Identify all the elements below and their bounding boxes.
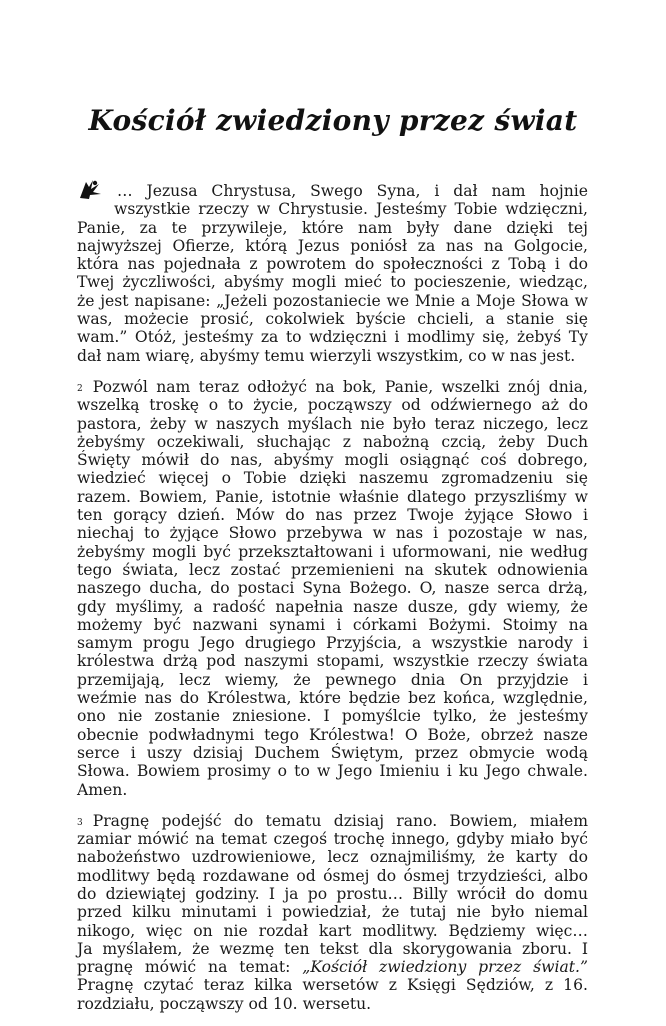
p2-line: naszego ducha, do postaci Syna Bożego. O, nasze serca drżą, [77, 579, 588, 598]
p1-line: najwyższej Ofierze, którą Jezus poniósł za nas na Golgocie, [77, 236, 588, 255]
p2-line: weźmie nas do Królestwa, które będzie bez końca, względnie, [77, 689, 588, 708]
p2-line: samym progu Jego drugiego Przyjścia, a wszystkie narody i [77, 634, 588, 653]
p2-line: pastora, żeby w naszych myślach nie było teraz niczego, lecz [77, 414, 588, 433]
p1-line-1: … Jezusa Chrystusa, Swego Syna, i dał nam hojnie [77, 178, 588, 200]
p2-line: żebyśmy oczekiwali, słuchając z nabożną czcią, żeby Duch [77, 432, 588, 451]
p2-line: tego świata, lecz zostać przemienieni na skutek odnowienia [77, 560, 588, 579]
paragraph-2 [77, 378, 588, 799]
p3-line: Ja myślałem, że wezmę ten tekst dla skorygowania zboru. I [77, 939, 588, 958]
p1-line: Twej życzliwości, abyśmy mogli mieć to pocieszenie, wiedząc, [77, 273, 588, 292]
p2-line: Słowa. Bowiem prosimy o to w Jego Imieniu i ku Jego chwale. [77, 762, 588, 781]
sermon-text [77, 178, 588, 1026]
p2-line: ono nie zostanie zniesione. I pomyślcie tylko, że jesteśmy [77, 707, 588, 726]
p2-line-1: $^2$ Pozwól nam teraz odłożyć na bok, Panie, wszelki znój dnia, [77, 377, 588, 396]
p2-line: wszelką troskę o to życie, począwszy od odźwiernego aż do [77, 396, 588, 415]
p2-line: królestwa drżą pod naszymi stopami, wszystkie rzeczy świata [77, 652, 588, 671]
p2-line: możemy być nazwani synami i córkami Bożymi. Stoimy na [77, 615, 588, 634]
p2-line: Święty mówił do nas, abyśmy mogli osiągnąć coś dobrego, [77, 451, 588, 470]
p2-line: wiedzieć więcej o Tobie dzięki naszemu zgromadzeniu się [77, 469, 588, 488]
p1-line: was, możecie prosić, cokolwiek byście chcieli, a stanie się [77, 310, 588, 329]
paragraph-3 [77, 812, 588, 1013]
p3-line-1: $^3$ Pragnę podejść do tematu dzisiaj rano. Bowiem, miałem [77, 811, 588, 830]
p2-line: przemijają, lecz wiemy, że pewnego dnia On przyjdzie i [77, 670, 588, 689]
p3-line: przed kilku minutami i powiedział, że tutaj nie było niemal [77, 903, 588, 922]
p2-line: ten gorący dzień. Mów do nas przez Twoje żyjące Słowo i [77, 506, 588, 525]
paragraph-number: 3 [77, 817, 83, 828]
p2-line: serce i uszy dzisiaj Duchem Świętym, przez obmycie wodą [77, 743, 588, 762]
p3-line: modlitwy będą rozdawane od ósmej do ósmej trzydzieści, albo [77, 866, 588, 885]
p3-line: rozdziału, począwszy od 10. wersetu. [77, 994, 372, 1013]
p1-line: dał nam wiarę, abyśmy temu wierzyli wszystkim, co w nas jest. [77, 346, 576, 365]
p2-line: gdy myślimy, a radość napełnia nasze dusze, gdy wiemy, że [77, 597, 588, 616]
p1-line: że jest napisane: „Jeżeli pozostaniecie we Mnie a Moje Słowa w [77, 291, 588, 310]
p3-line: do dziewiątej godziny. I ja po prostu… Billy wrócił do domu [77, 884, 588, 903]
preacher-icon [77, 178, 103, 200]
sermon-title-quote: „Kościół zwiedziony przez świat.” [302, 958, 588, 977]
p3-line: nikogo, więc on nie rozdał kart modlitwy. Będziemy więc… [77, 921, 588, 940]
p2-line: razem. Bowiem, Panie, istotnie właśnie dlatego przyszliśmy w [77, 487, 588, 506]
p3-line: Pragnę czytać teraz kilka wersetów z Księgi Sędziów, z 16. [77, 976, 588, 995]
p1-line: Panie, za te przywileje, które nam były dane dzięki tej [77, 218, 588, 237]
p2-line: niechaj to żyjące Słowo przebywa w nas i pozostaje w nas, [77, 524, 588, 543]
p2-line: obecnie podwładnymi tego Królestwa! O Boże, obrzeż nasze [77, 725, 588, 744]
p3-line: zamiar mówić na temat czegoś trochę innego, gdyby miało być [77, 830, 588, 849]
p3-line-quote: pragnę mówić na temat: „Kościół zwiedziony przez świat.” [77, 958, 588, 977]
p2-line: Amen. [77, 780, 128, 799]
paragraph-1 [77, 178, 588, 365]
p1-line: wszystkie rzeczy w Chrystusie. Jesteśmy Tobie wdzięczni, [114, 200, 588, 219]
p1-line: wam.” Otóż, jesteśmy za to wdzięczni i modlimy się, żebyś Ty [77, 328, 588, 347]
p3-line: nabożeństwo uzdrowieniowe, lecz oznajmiliśmy, że karty do [77, 848, 588, 867]
p2-line: żebyśmy mogli być przekształtowani i uformowani, nie według [77, 542, 588, 561]
paragraph-number: 2 [77, 383, 83, 394]
page-title: Kościół zwiedziony przez świat [88, 104, 578, 137]
p1-line: która nas pojednała z powrotem do społeczności z Tobą i do [77, 255, 588, 274]
